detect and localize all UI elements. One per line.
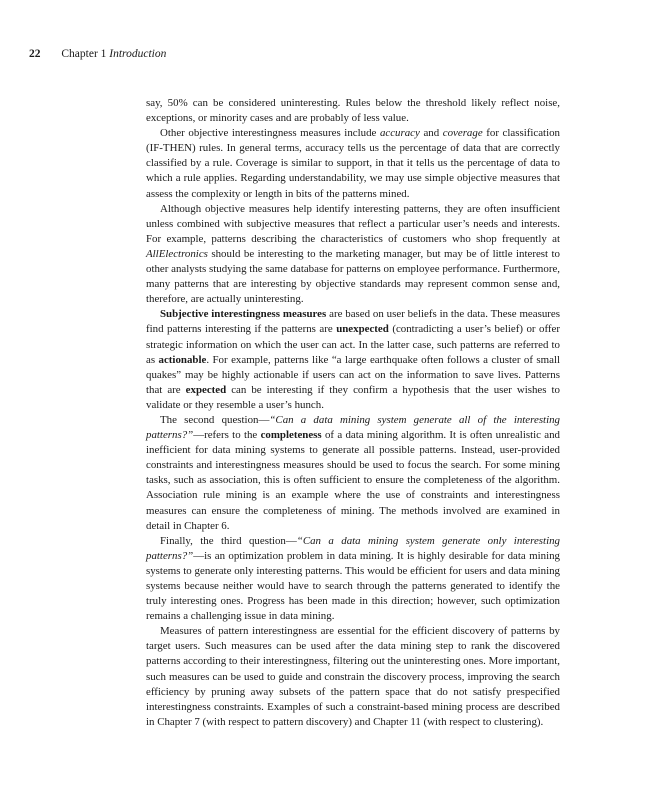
paragraph <box>146 307 560 413</box>
paragraph <box>146 202 560 308</box>
paragraph <box>146 96 560 126</box>
italic-text: “Can a data mining system generate only interesting patterns?” <box>146 534 560 562</box>
page-header <box>29 48 166 60</box>
body-text: say, 50% can be considered uninteresting. Rules below the threshold likely reflect noise, exceptions, or minority cases and are probably of less value. <box>146 97 560 125</box>
italic-text: “Can a data mining system generate all of the interesting patterns?” <box>146 413 560 442</box>
body-text: —is an optimization problem in data mining. It is highly desirable for data mining systems to generate only interesting patterns. This would be efficient for users and data mining systems because neither would have to search through the patterns generated to identify the truly interesting ones. Progress has been made in this direction; however, such optimization remains a challenging issue in data mining. <box>146 549 560 623</box>
bold-term: expected <box>185 383 227 396</box>
bold-term: actionable <box>158 353 207 366</box>
chapter-heading <box>61 48 166 60</box>
body-text: (contradicting a user’s belief) or offer strategic information on which the user can act. In the latter case, such patterns are referred to as <box>146 323 560 366</box>
body-text: Other objective interestingness measures include <box>160 127 380 140</box>
paragraph <box>146 624 560 730</box>
paragraph <box>146 126 560 201</box>
page-body <box>146 96 560 730</box>
italic-text: coverage <box>442 127 483 140</box>
page-number: 22 <box>29 48 41 60</box>
italic-text: accuracy <box>379 127 420 140</box>
body-text: are based on user beliefs in the data. These measures find patterns interesting if the patterns are <box>146 308 560 336</box>
body-text: Measures of pattern interestingness are essential for the efficient discovery of patterns by target users. Such measures can be used after the data mining step to rank the discovered patterns according to their interestingness, filtering out the uninteresting ones. More important, such measures can be used to guide and constrain the discovery process, improving the search efficiency by pruning away subsets of the pattern space that do not satisfy prespecified interestingness constraints. Examples of such a constraint-based mining process are described in Chapter 7 (with respect to pattern discovery) and Chapter 11 (with respect to clustering). <box>146 625 560 728</box>
body-text: should be interesting to the marketing manager, but may be of little interest to other analysts studying the same database for patterns on employee performance. Furthermore, many patterns that are interesting by objective standards may represent common sense and, therefore, are actually uninteresting. <box>146 247 560 306</box>
italic-text: AllElectronics <box>146 247 208 260</box>
bold-term: unexpected <box>336 323 389 336</box>
body-text: The second question— <box>160 413 270 426</box>
body-text: can be interesting if they confirm a hypothesis that the user wishes to validate or they resemble a user’s hunch. <box>146 383 560 411</box>
paragraph <box>146 413 560 534</box>
chapter-title: Introduction <box>109 48 167 60</box>
body-text: and <box>419 127 443 140</box>
chapter-label: Chapter 1 <box>61 48 107 60</box>
body-text: —refers to the <box>193 429 261 442</box>
paragraph <box>146 534 560 625</box>
body-text: . For example, patterns like “a large earthquake often follows a cluster of small quakes” may be highly actionable if users can act on the information to save lives. Patterns that are <box>146 353 561 396</box>
bold-term: Subjective interestingness measures <box>160 308 327 321</box>
body-text: of a data mining algorithm. It is often unrealistic and inefficient for data mining systems to generate all possible patterns. Instead, user-provided constraints and interestingness measures should be used to focus the search. For some mining tasks, such as association, this is often sufficient to ensure the completeness of the algorithm. Association rule mining is an example where the use of constraints and interestingness measures can ensure the completeness of mining. The methods involved are examined in detail in Chapter 6. <box>146 429 561 532</box>
body-text: for classification (IF-THEN) rules. In general terms, accuracy tells us the percentage of data that are correctly classified by a rule. Coverage is similar to support, in that it tells us the percentage of data to which a rule applies. Regarding understandability, we may use simple objective measures that assess the complexity or length in bits of the patterns mined. <box>146 127 560 200</box>
body-text: Finally, the third question— <box>160 534 297 547</box>
body-text: Although objective measures help identify interesting patterns, they are often insufficient unless combined with subjective measures that reflect a particular user’s needs and interests. For example, patterns describing the characteristics of customers who shop frequently at <box>146 202 560 245</box>
bold-term: completeness <box>260 429 322 442</box>
